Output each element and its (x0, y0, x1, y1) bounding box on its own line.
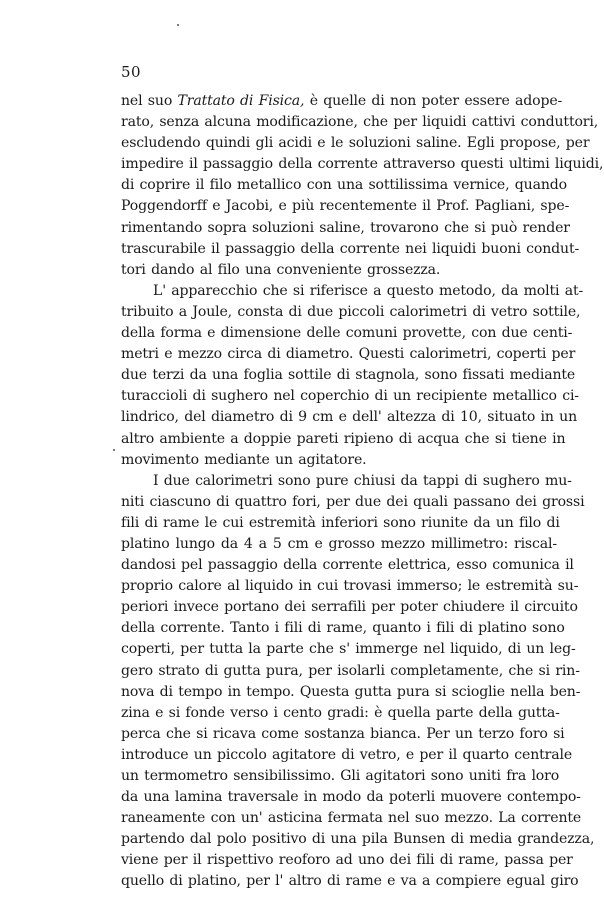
text-line: rato, senza alcuna modificazione, che per liquidi cattivi conduttori, (121, 114, 599, 131)
text-line: trascurabile il passaggio della corrente nei liquidi buoni condut- (121, 240, 580, 257)
text-line: tori dando al filo una conveniente grossezza. (121, 261, 441, 278)
text-line: zina e si fonde verso i cento gradi: è quella parte della gutta- (121, 704, 560, 721)
text-line: periori invece portano dei serrafili per poter chiudere il circuito (121, 599, 578, 616)
text-line: proprio calore al liquido in cui trovasi immerso; le estremità su- (121, 578, 579, 595)
book-title: Trattato di Fisica, (177, 93, 305, 109)
text-line: perca che si ricava come sostanza bianca. Per un terzo foro si (121, 725, 565, 742)
text-line: Poggendorff e Jacobi, e più recentemente il Prof. Pagliani, spe- (121, 198, 570, 215)
paragraph (121, 471, 595, 893)
text-line: turaccioli di sughero nel coperchio di un recipiente metallico ci- (121, 388, 579, 405)
text-line: raneamente con un' asticina fermata nel suo mezzo. La corrente (121, 810, 582, 827)
text-line: impedire il passaggio della corrente attraverso questi ultimi liquidi, (121, 156, 604, 173)
text-line: metri e mezzo circa di diametro. Questi calorimetri, coperti per (121, 346, 576, 363)
text-line: da una lamina traversale in modo da poterli muovere contempo- (121, 789, 581, 806)
paragraph (121, 91, 604, 281)
text-line: della corrente. Tanto i fili di rame, quanto i fili di platino sono (121, 620, 565, 637)
text-line: un termometro sensibilissimo. Gli agitatori sono uniti fra loro (121, 768, 560, 784)
print-speck (177, 24, 179, 26)
text-line: coperti, per tutta la parte che s' immerge nel liquido, di un leg- (121, 641, 576, 658)
page-number: 50 (121, 63, 142, 81)
text-line: altro ambiente a doppie pareti ripieno di acqua che si tiene in (121, 430, 566, 447)
text-line: di coprire il filo metallico con una sottilissima vernice, quando (121, 177, 567, 194)
text-line: tribuito a Joule, consta di due piccoli calorimetri di vetro sottile, (121, 303, 581, 320)
text-line: partendo dal polo positivo di una pila Bunsen di media grandezza, (121, 831, 595, 848)
text-line: nel suo Trattato di Fisica, è quelle di non poter essere adope- (121, 93, 563, 109)
text-line: due terzi da una foglia sottile di stagnola, sono fissati mediante (121, 367, 576, 384)
text-line: lindrico, del diametro di 9 cm e dell' altezza di 10, situato in un (121, 409, 578, 426)
text-line: fili di rame le cui estremità inferiori sono riunite da un filo di (121, 514, 560, 531)
text-line: quello di platino, per l' altro di rame e va a compiere egual giro (121, 873, 579, 890)
text-line: introduce un piccolo agitatore di vetro, e per il quarto centrale (121, 746, 573, 763)
text-line: movimento mediante un agitatore. (121, 451, 367, 468)
text-line: nova di tempo in tempo. Questa gutta pura si scioglie nella ben- (121, 683, 581, 700)
text-line: I due calorimetri sono pure chiusi da tappi di sughero mu- (153, 472, 572, 489)
text-line: della forma e dimensione delle comuni provette, con due centi- (121, 325, 573, 342)
print-speck (113, 449, 115, 451)
text-line: L' apparecchio che si riferisce a questo metodo, da molti at- (153, 282, 584, 299)
body-text (121, 91, 604, 893)
text-line: dandosi pel passaggio della corrente elettrica, esso comunica il (121, 557, 574, 574)
paragraph (121, 281, 584, 471)
text-line: viene per il rispettivo reoforo ad uno dei fili di rame, passa per (121, 852, 573, 869)
text-line: platino lungo da 4 a 5 cm e grosso mezzo millimetro: riscal- (121, 535, 557, 552)
text-line: rimentando sopra soluzioni saline, trovarono che si può render (121, 219, 570, 236)
text-line: niti ciascuno di quattro fori, per due dei quali passano dei grossi (121, 493, 585, 510)
text-line: gero strato di gutta pura, per isolarli completamente, che si rin- (121, 662, 580, 679)
text-line: escludendo quindi gli acidi e le soluzioni saline. Egli propose, per (121, 135, 590, 152)
